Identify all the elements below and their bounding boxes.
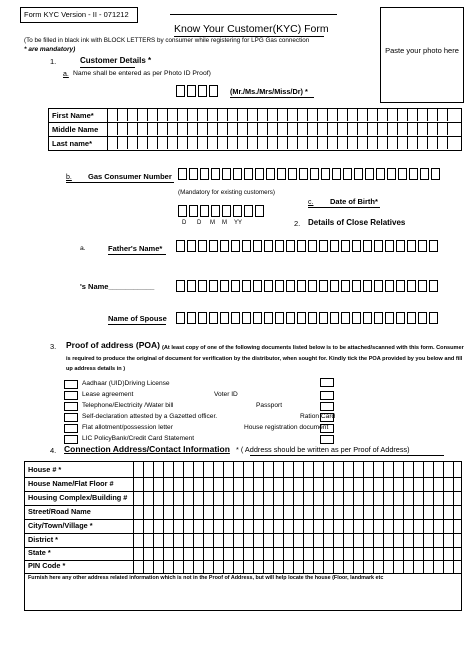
letter-box[interactable] [286,240,295,252]
consumer-digit-box[interactable] [189,168,198,180]
gas-consumer-label: Gas Consumer Number [88,172,172,181]
section1-number: 1. [50,57,57,66]
letter-box[interactable] [429,312,438,324]
letter-box[interactable] [242,240,251,252]
consumer-note: (Mandatory for existing customers) [178,189,275,196]
poa-option-house-registration: House registration document [244,424,329,431]
letter-box[interactable] [407,280,416,292]
relative-name-label: 's Name___________ [80,282,155,291]
letter-box[interactable] [308,240,317,252]
letter-box[interactable] [429,280,438,292]
district-label: District * [28,535,59,544]
letter-box[interactable] [385,280,394,292]
poa-option-aadhaar: Aadhaar (UID)Driving License [82,380,170,387]
consumer-digit-box[interactable] [420,168,429,180]
consumer-digit-box[interactable] [178,168,187,180]
consumer-digit-box[interactable] [244,168,253,180]
letter-box[interactable] [341,280,350,292]
letter-box[interactable] [341,240,350,252]
letter-box[interactable] [374,312,383,324]
poa-option-ration-card: Ration Card [300,413,336,420]
father-name-boxes[interactable] [176,240,440,252]
letter-box[interactable] [220,312,229,324]
state-label: State * [28,548,51,557]
section4-heading: Connection Address/Contact Information [64,444,230,454]
title-boxes[interactable] [176,85,220,97]
title-box[interactable] [176,85,185,97]
consumer-digit-box[interactable] [200,168,209,180]
poa-option-passport: Passport [256,402,283,409]
poa-checkbox[interactable] [320,413,334,422]
spouse-name-label: Name of Spouse [108,314,167,323]
letter-box[interactable] [418,240,427,252]
poa-checkbox[interactable] [64,435,78,444]
dob-yy: YY [234,220,243,226]
poa-option-flat-allotment: Flat allotment/possession letter [82,424,173,431]
consumer-digit-box[interactable] [376,168,385,180]
letter-box[interactable] [330,280,339,292]
poa-option-voter-id: Voter ID [214,391,238,398]
middle-name-label: Middle Name [52,125,99,134]
poa-checkbox[interactable] [320,402,334,411]
relative-name-boxes[interactable] [176,280,440,292]
title-box[interactable] [209,85,218,97]
consumer-digit-box[interactable] [431,168,440,180]
letter-box[interactable] [187,280,196,292]
sub-c-letter: c. [308,199,314,206]
letter-box[interactable] [319,240,328,252]
form-version: Form KYC Version - II - 071212 [24,10,129,19]
letter-box[interactable] [264,280,273,292]
consumer-digit-box[interactable] [299,168,308,180]
title-options: (Mr./Ms./Mrs/Miss/Dr) * [230,87,308,96]
dob-d2: D [197,220,202,226]
letter-box[interactable] [352,312,361,324]
consumer-digit-box[interactable] [277,168,286,180]
letter-box[interactable] [396,280,405,292]
letter-box[interactable] [429,240,438,252]
letter-box[interactable] [275,312,284,324]
consumer-digit-box[interactable] [387,168,396,180]
title-options-underline [230,97,314,98]
letter-box[interactable] [385,312,394,324]
first-name-label: First Name* [52,111,94,120]
dob-m2: M [222,220,227,226]
poa-checkbox[interactable] [320,435,334,444]
consumer-digit-box[interactable] [409,168,418,180]
section2-letter-a: a. [80,245,86,252]
house-number-label: House # * [28,465,62,474]
dob-box[interactable] [178,205,187,217]
city-label: City/Town/Village * [28,521,93,530]
section1-heading: Customer Details * [80,56,152,65]
letter-box[interactable] [286,280,295,292]
name-table [48,108,462,151]
letter-box[interactable] [319,312,328,324]
letter-box[interactable] [385,240,394,252]
consumer-digit-box[interactable] [310,168,319,180]
dob-box[interactable] [211,205,220,217]
letter-box[interactable] [374,280,383,292]
dob-box[interactable] [189,205,198,217]
fill-instruction: (To be filled in black ink with BLOCK LETTERS by consumer while registering for LPG Gas connection [24,37,310,44]
letter-box[interactable] [330,240,339,252]
letter-box[interactable] [297,312,306,324]
letter-box[interactable] [264,312,273,324]
letter-box[interactable] [308,280,317,292]
consumer-digit-box[interactable] [255,168,264,180]
father-name-underline [108,254,166,255]
letter-box[interactable] [198,240,207,252]
letter-box[interactable] [275,280,284,292]
dob-boxes[interactable] [178,205,266,217]
section3-heading: Proof of address (POA) [66,340,160,350]
spouse-name-underline [108,324,166,325]
consumer-digit-box[interactable] [288,168,297,180]
letter-box[interactable] [176,280,185,292]
consumer-digit-box[interactable] [233,168,242,180]
dob-box[interactable] [244,205,253,217]
letter-box[interactable] [418,280,427,292]
letter-box[interactable] [363,280,372,292]
sub-b-letter: b. [66,174,72,181]
sub-a-text: Name shall be entered as per Photo ID Proof) [73,70,211,77]
poa-instruction: (At least copy of one of the following documents listed below is to be attached/scanned with this form. Consumer is required to produce the original of document for verification by the distributor, when sought for. Kindly tick the POA provided by you below and fill up address details in ) [66,345,464,372]
housing-complex-label: Housing Complex/Building # [28,493,128,502]
poa-checkbox[interactable] [64,413,78,422]
letter-box[interactable] [286,312,295,324]
dob-box[interactable] [222,205,231,217]
letter-box[interactable] [297,280,306,292]
letter-box[interactable] [253,312,262,324]
sub-a-letter: a. [63,71,69,78]
dob-d1: D [182,220,187,226]
section2-number: 2. [294,219,301,228]
consumer-digit-box[interactable] [222,168,231,180]
title-box[interactable] [198,85,207,97]
father-name-label: Father's Name* [108,244,163,253]
letter-box[interactable] [209,312,218,324]
dob-m1: M [210,220,215,226]
section3-number: 3. [50,342,57,351]
letter-box[interactable] [264,240,273,252]
poa-checkbox[interactable] [320,391,334,400]
letter-box[interactable] [363,312,372,324]
street-label: Street/Road Name [28,507,91,516]
letter-box[interactable] [231,312,240,324]
letter-box[interactable] [187,312,196,324]
letter-box[interactable] [418,312,427,324]
poa-checkbox[interactable] [64,380,78,389]
spouse-name-boxes[interactable] [176,312,440,324]
poa-option-utility-bill: Telephone/Electricity /Water bill [82,402,174,409]
letter-box[interactable] [396,312,405,324]
title-rule [170,14,337,15]
letter-box[interactable] [407,240,416,252]
consumer-digit-box[interactable] [354,168,363,180]
letter-box[interactable] [253,240,262,252]
letter-box[interactable] [396,240,405,252]
consumer-digit-box[interactable] [332,168,341,180]
consumer-digit-box[interactable] [398,168,407,180]
letter-box[interactable] [407,312,416,324]
letter-box[interactable] [253,280,262,292]
letter-box[interactable] [231,240,240,252]
gas-consumer-boxes[interactable] [178,168,442,180]
dob-label: Date of Birth* [330,197,378,206]
consumer-digit-box[interactable] [211,168,220,180]
letter-box[interactable] [187,240,196,252]
letter-box[interactable] [198,280,207,292]
letter-box[interactable] [242,312,251,324]
poa-option-lic-bank: LIC PolicyBank/Credit Card Statement [82,435,195,442]
poa-checkbox[interactable] [64,391,78,400]
section4-number: 4. [50,446,57,455]
letter-box[interactable] [297,240,306,252]
section4-note-underline [250,455,444,456]
house-name-label: House Name/Flat Floor # [28,479,114,488]
letter-box[interactable] [275,240,284,252]
poa-option-lease: Lease agreement [82,391,134,398]
letter-box[interactable] [308,312,317,324]
page-title: Know Your Customer(KYC) Form [174,23,329,35]
letter-box[interactable] [352,280,361,292]
letter-box[interactable] [220,240,229,252]
letter-box[interactable] [198,312,207,324]
consumer-digit-box[interactable] [321,168,330,180]
section1-underline [80,67,135,68]
letter-box[interactable] [352,240,361,252]
poa-checkbox[interactable] [64,402,78,411]
consumer-digit-box[interactable] [266,168,275,180]
consumer-digit-box[interactable] [365,168,374,180]
dob-underline [308,207,380,208]
letter-box[interactable] [209,240,218,252]
photo-box-label: Paste your photo here [385,46,459,55]
letter-box[interactable] [374,240,383,252]
section2-heading: Details of Close Relatives [308,218,406,227]
mandatory-note: * are mandatory) [24,46,76,53]
dob-box[interactable] [255,205,264,217]
letter-box[interactable] [319,280,328,292]
section4-note: * ( Address should be written as per Proof of Address) [236,445,410,454]
poa-checkbox[interactable] [64,424,78,433]
poa-checkbox[interactable] [320,424,334,433]
poa-checkbox[interactable] [320,378,334,387]
letter-box[interactable] [176,240,185,252]
consumer-digit-box[interactable] [343,168,352,180]
letter-box[interactable] [363,240,372,252]
poa-option-self-declaration: Self-declaration attested by a Gazetted officer. [82,413,218,420]
letter-box[interactable] [231,280,240,292]
letter-box[interactable] [176,312,185,324]
additional-address-note: Furnish here any other address related information which is not in the Proof of Address, but will help locate the house (Floor, landmark etc [28,575,384,581]
dob-box[interactable] [200,205,209,217]
pin-code-label: PIN Code * [28,561,66,570]
letter-box[interactable] [341,312,350,324]
letter-box[interactable] [209,280,218,292]
title-box[interactable] [187,85,196,97]
last-name-label: Last name* [52,139,93,148]
letter-box[interactable] [330,312,339,324]
gas-consumer-underline [66,182,174,183]
letter-box[interactable] [220,280,229,292]
dob-box[interactable] [233,205,242,217]
letter-box[interactable] [242,280,251,292]
